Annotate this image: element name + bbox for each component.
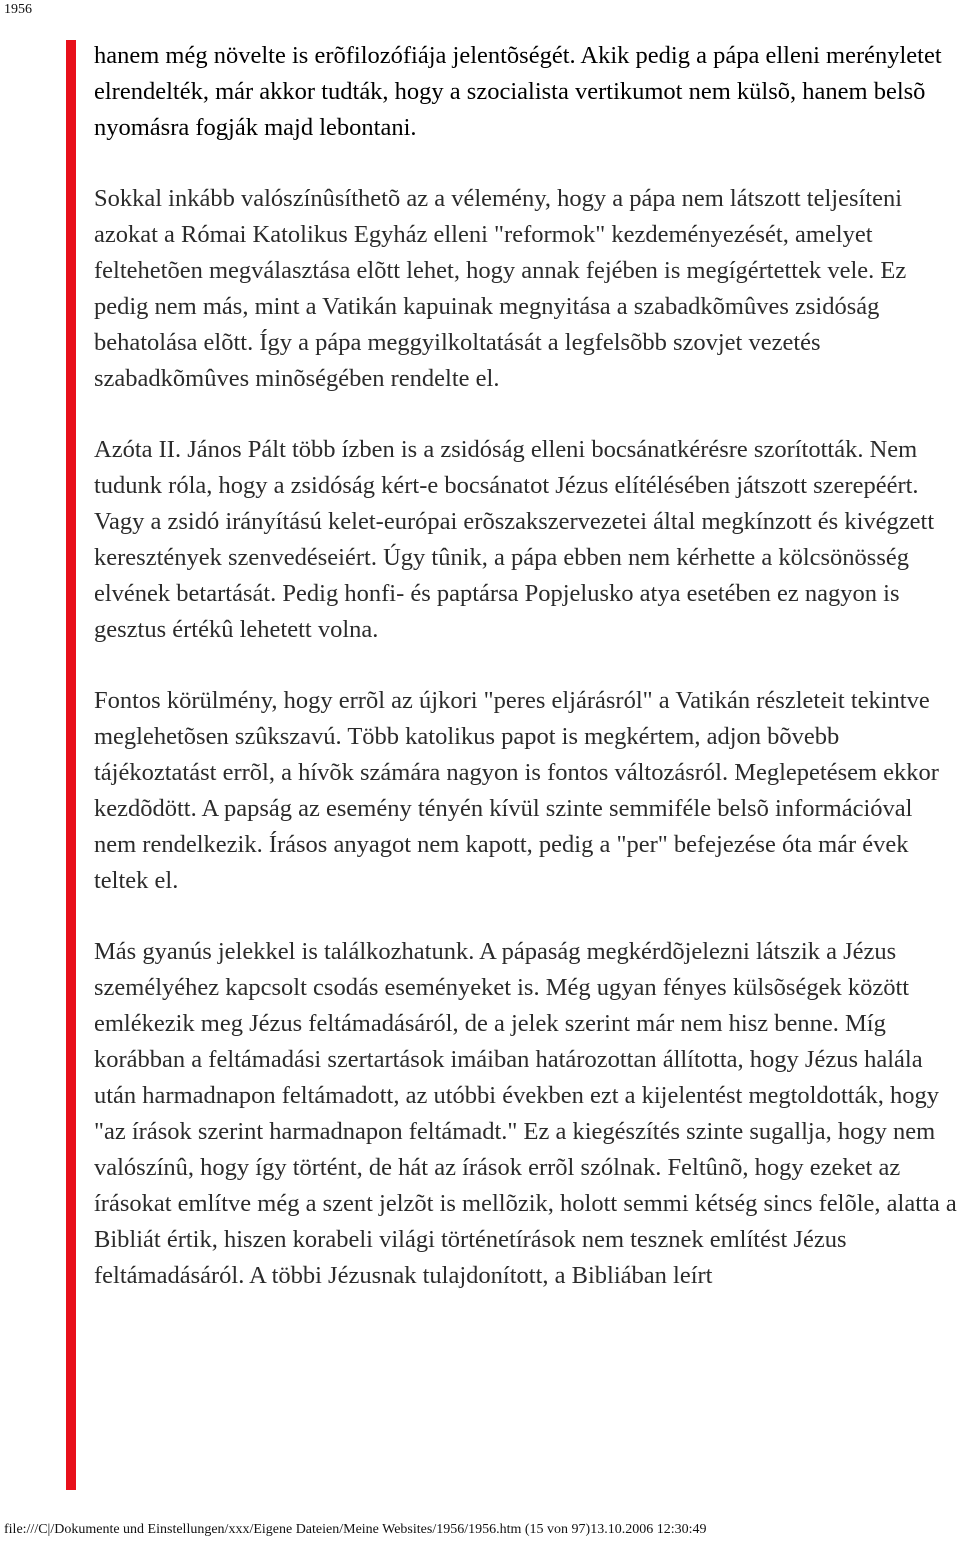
page-header-label: 1956 (4, 2, 32, 17)
paragraph-2: Sokkal inkább valószínûsíthetõ az a vélemény, hogy a pápa nem látszott teljesíteni azokat a Római Katolikus Egyház elleni "reformok" kezdeményezését, amelyet feltehetõen megválasztása elõtt lehet, hogy annak fejében is megígértettek vele. Ez pedig nem más, mint a Vatikán kapuinak megnyitása a szabadkõmûves zsidóság behatolása elõtt. Így a pápa meggyilkoltatását a legfelsõbb szovjet vezetés szabadkõmûves minõségében rendelte el. (94, 185, 907, 392)
paragraph-4: Fontos körülmény, hogy errõl az újkori "peres eljárásról" a Vatikán részleteit tekintve meglehetõsen szûkszavú. Több katolikus papot is megkértem, adjon bõvebb tájékoztatást errõl, a hívõk számára nagyon is fontos változásról. Meglepetésem ekkor kezdõdött. A papság az esemény tényén kívül szinte semmiféle belsõ információval nem rendelkezik. Írásos anyagot nem kapott, pedig a "per" befejezése óta már évek teltek el. (94, 687, 939, 894)
article-body (94, 38, 960, 1329)
paragraph-1: hanem még növelte is erõfilozófiája jelentõségét. Akik pedig a pápa elleni merényletet elrendelték, már akkor tudták, hogy a szocialista vertikumot nem külsõ, hanem belsõ nyomásra fogják majd lebontani. (94, 42, 942, 141)
page-footer-path: file:///C|/Dokumente und Einstellungen/xxx/Eigene Dateien/Meine Websites/1956/1956.htm (15 von 97)13.10.2006 12:30:49 (4, 1522, 707, 1537)
red-margin-bar (66, 40, 76, 1490)
paragraph-3: Azóta II. János Pált több ízben is a zsidóság elleni bocsánatkérésre szorították. Nem tudunk róla, hogy a zsidóság kért-e bocsánatot Jézus elítélésében játszott szerepéért. Vagy a zsidó irányítású kelet-európai erõszakszervezetei által megkínzott és kivégzett keresztények szenvedéseiért. Úgy tûnik, a pápa ebben nem kérhette a kölcsönösség elvének betartását. Pedig honfi- és paptársa Popjelusko atya esetében ez nagyon is gesztus értékû lehetett volna. (94, 436, 935, 643)
paragraph-5: Más gyanús jelekkel is találkozhatunk. A pápaság megkérdõjelezni látszik a Jézus személyéhez kapcsolt csodás eseményeket is. Még ugyan fényes külsõségek között emlékezik meg Jézus feltámadásáról, de a jelek szerint már nem hisz benne. Míg korábban a feltámadási szertartások imáiban határozottan állította, hogy Jézus halála után harmadnapon feltámadott, az utóbbi években ezt a kijelentést megtoldották, hogy "az írások szerint harmadnapon feltámadt." Ez a kiegészítés szinte sugallja, hogy nem valószínû, hogy így történt, de hát az írások errõl szólnak. Feltûnõ, hogy ezeket az írásokat említve még a szent jelzõt is mellõzik, holott semmi kétség sincs felõle, alatta a Bibliát értik, hiszen korabeli világi történetírások nem tesznek említést Jézus feltámadásáról. A többi Jézusnak tulajdonított, a Bibliában leírt (94, 938, 957, 1289)
